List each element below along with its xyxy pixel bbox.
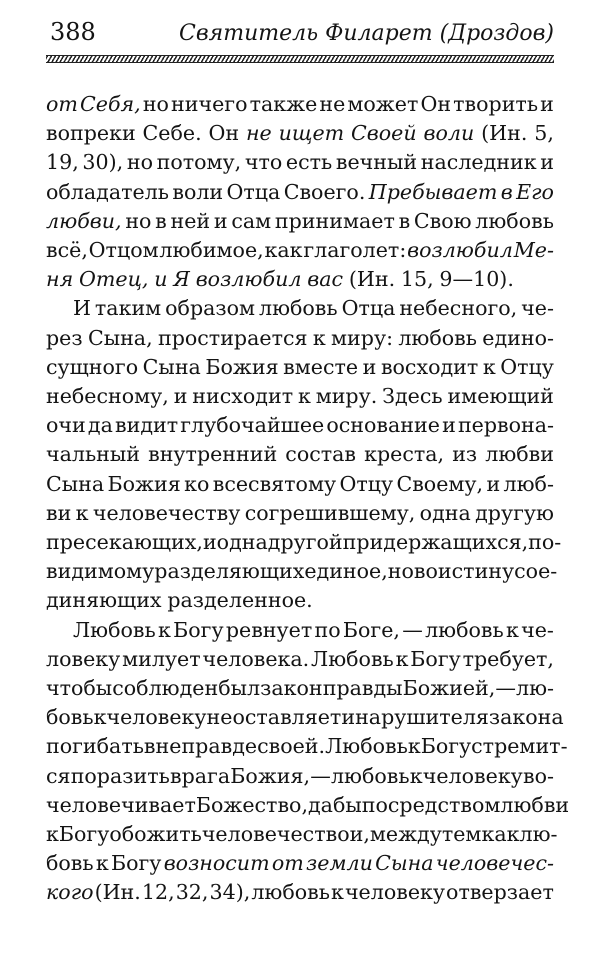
word: нисходит <box>192 384 294 409</box>
word: также <box>249 92 318 116</box>
word: вечный <box>335 150 418 175</box>
italic-word: возносит <box>163 851 270 876</box>
word: принимает <box>274 208 395 233</box>
page-header <box>50 18 554 52</box>
word: любовь <box>475 208 554 233</box>
word: стремит- <box>471 734 568 759</box>
word: че- <box>521 617 554 642</box>
word: ко <box>184 471 210 496</box>
word: простирается <box>157 325 308 350</box>
word: Отцу <box>500 354 554 379</box>
word: 15, <box>400 267 434 292</box>
page-number: 388 <box>50 18 96 46</box>
word: (Ин. <box>94 880 141 905</box>
header-rule <box>46 55 554 63</box>
word: и <box>540 92 554 116</box>
word: миру. <box>315 384 378 409</box>
italic-word: Его <box>516 179 554 204</box>
word: согрешившему, <box>244 500 416 525</box>
word: ви <box>46 500 72 525</box>
italic-word: Я <box>173 267 190 292</box>
word: 32, <box>175 880 209 905</box>
word: неправде <box>155 734 258 759</box>
word: нарушителя <box>355 705 489 730</box>
italic-word: и <box>154 267 168 292</box>
text-line <box>46 616 554 645</box>
word: Божия, <box>230 763 311 788</box>
word: Он <box>208 121 240 146</box>
word: к <box>75 500 89 525</box>
italic-word: кого <box>46 880 94 905</box>
word: и <box>202 530 217 555</box>
word: соблюден <box>112 676 219 701</box>
word: в <box>143 734 156 759</box>
running-title: Святитель Филарет (Дроздов) <box>179 21 554 46</box>
italic-word: от <box>46 92 78 116</box>
italic-word: земли <box>306 851 373 876</box>
word: к <box>407 734 421 759</box>
word: всесвятому <box>212 471 337 496</box>
word: к <box>95 851 109 876</box>
word: к <box>505 617 519 642</box>
word: рез <box>46 325 83 350</box>
word: 34), <box>209 880 251 905</box>
word: (Ин. <box>481 121 528 146</box>
text-line <box>46 499 554 528</box>
word: в <box>398 208 411 233</box>
word: глаголет: <box>303 238 407 263</box>
word: Богу <box>410 646 461 671</box>
word: милует <box>122 646 201 671</box>
word: Отцом <box>88 238 159 263</box>
word: по- <box>528 530 562 555</box>
word: чальный <box>46 442 141 467</box>
word: пресекающих, <box>46 530 203 555</box>
word: потому, <box>156 150 242 175</box>
word: 5, <box>534 121 554 146</box>
text-line <box>46 324 554 353</box>
text-line <box>46 557 558 586</box>
word: ничего <box>171 92 248 116</box>
word: Божией, <box>402 676 496 701</box>
word: Своего. <box>283 179 366 204</box>
word: но <box>387 559 414 584</box>
word: миру: <box>331 325 394 350</box>
text-line <box>46 178 554 207</box>
text-line <box>46 236 554 265</box>
word: ней <box>170 208 211 233</box>
italic-word: воли <box>423 121 475 146</box>
word: человеку <box>344 880 445 905</box>
word: Он <box>420 92 452 116</box>
word: Отцу <box>339 471 394 496</box>
word: человека. <box>202 646 310 671</box>
text-line <box>46 586 554 615</box>
word: лю- <box>519 822 558 847</box>
text-line <box>46 440 554 469</box>
word: был <box>218 676 261 701</box>
word: к <box>409 763 423 788</box>
word: Богу <box>173 617 224 642</box>
word: и <box>442 413 456 438</box>
text-line <box>46 645 554 674</box>
word: ловеку <box>46 646 121 671</box>
italic-word: возлюбил <box>195 267 302 292</box>
text-line <box>46 791 570 820</box>
word: ся <box>46 763 71 788</box>
word: между <box>369 822 442 847</box>
word: И <box>73 296 91 321</box>
word: бовь <box>46 851 94 876</box>
italic-word: от <box>271 851 304 876</box>
word: Божество, <box>195 792 308 817</box>
text-line <box>46 207 554 236</box>
italic-word: человечес- <box>435 851 554 876</box>
word: но <box>126 150 153 175</box>
word: 19, <box>46 150 79 175</box>
word: таким <box>94 296 162 321</box>
word: и <box>362 354 377 379</box>
text-line <box>46 470 554 499</box>
word: сое- <box>514 559 558 584</box>
text-line <box>46 703 564 732</box>
italic-word: возлюбил <box>407 238 513 263</box>
word: вместе <box>283 354 359 379</box>
word: сущного <box>46 354 139 379</box>
word: во- <box>522 763 554 788</box>
word: из <box>452 442 478 467</box>
word: Богу <box>110 851 162 876</box>
word: одна <box>216 530 268 555</box>
word: к <box>331 880 344 905</box>
word: творить <box>453 92 539 116</box>
italic-word: Пребывает <box>368 179 498 204</box>
word: небесного, <box>399 296 518 321</box>
word: внутренний <box>148 442 278 467</box>
italic-word: любви, <box>46 208 122 233</box>
word: состав <box>285 442 357 467</box>
word: — <box>495 676 516 701</box>
text-line <box>46 528 562 557</box>
word: своей. <box>257 734 326 759</box>
word: любовь <box>259 296 338 321</box>
word: едино- <box>482 325 554 350</box>
word: к <box>297 384 311 409</box>
word: любви <box>500 792 570 817</box>
italic-word: Себя, <box>80 92 141 116</box>
word: как <box>264 238 303 263</box>
word: закон <box>260 676 323 701</box>
word: Богу <box>58 822 110 847</box>
word: всё, <box>46 238 88 263</box>
word: 12, <box>141 880 175 905</box>
italic-word: ня <box>46 267 74 292</box>
word: (Ин. <box>348 267 396 292</box>
word: Боге, <box>342 617 400 642</box>
body-text <box>46 90 570 908</box>
word: Божия <box>205 354 279 379</box>
word: образом <box>165 296 256 321</box>
word: к <box>482 354 496 379</box>
word: наследник <box>420 150 537 175</box>
word: основание <box>326 413 440 438</box>
word: — <box>402 617 423 642</box>
word: к <box>395 646 409 671</box>
word: отверзает <box>446 880 554 905</box>
italic-word: Своей <box>351 121 417 146</box>
word: вопреки <box>46 121 136 146</box>
word: глубочайшее <box>180 413 325 438</box>
italic-word: в <box>500 179 513 204</box>
word: любовь <box>425 617 504 642</box>
word: воли <box>172 179 224 204</box>
word: по <box>314 617 341 642</box>
word: лю- <box>515 676 554 701</box>
word: любовь <box>330 763 410 788</box>
word: в <box>155 208 167 233</box>
word: Богу <box>420 734 472 759</box>
word: видимому <box>46 559 155 584</box>
italic-word: вас <box>307 267 344 292</box>
italic-word: Отец, <box>78 267 149 292</box>
word: к <box>93 705 107 730</box>
word: есть <box>285 150 333 175</box>
word: любви <box>485 442 554 467</box>
italic-word: Ме- <box>513 238 554 263</box>
word: посредством <box>361 792 501 817</box>
text-line <box>46 849 554 878</box>
word: Себе. <box>142 121 202 146</box>
word: врага <box>170 763 231 788</box>
italic-word: не <box>245 121 272 146</box>
word: правды <box>322 676 403 701</box>
word: чтобы <box>46 676 113 701</box>
text-line <box>46 878 554 907</box>
text-line <box>46 119 554 148</box>
word: любовь <box>398 325 477 350</box>
text-line <box>46 732 568 761</box>
word: закона <box>488 705 564 730</box>
word: Свою <box>413 208 472 233</box>
word: единое, <box>304 559 388 584</box>
word: не <box>319 92 346 116</box>
word: Сына <box>142 354 201 379</box>
word: видит <box>115 413 179 438</box>
word: человеку <box>422 763 523 788</box>
word: но <box>142 92 169 116</box>
text-line <box>46 674 554 703</box>
text-line <box>46 265 554 294</box>
italic-word: Сына <box>375 851 434 876</box>
word: Любовь <box>311 646 394 671</box>
word: человечивает <box>46 792 196 817</box>
word: восходит <box>380 354 479 379</box>
word: поразить <box>70 763 170 788</box>
word: и <box>540 150 554 175</box>
word: — <box>310 763 331 788</box>
word: человечеству <box>92 500 241 525</box>
word: и <box>486 471 501 496</box>
word: одна <box>419 500 471 525</box>
word: разделенное. <box>167 588 313 613</box>
word: 9—10). <box>439 267 514 292</box>
italic-word: ищет <box>278 121 345 146</box>
word: и <box>341 705 356 730</box>
word: придержащихся, <box>342 530 529 555</box>
word: не <box>206 705 233 730</box>
word: и <box>173 384 188 409</box>
text-line <box>46 90 554 119</box>
word: другой <box>267 530 343 555</box>
word: воистину <box>413 559 515 584</box>
word: Божия <box>107 471 181 496</box>
word: че- <box>521 296 554 321</box>
word: любовь <box>251 880 330 905</box>
text-line <box>46 382 554 411</box>
word: креста, <box>364 442 445 467</box>
word: ревнует <box>225 617 313 642</box>
word: Любовь <box>325 734 408 759</box>
word: и, <box>349 822 370 847</box>
word: диняющих <box>46 588 162 613</box>
word: Отца <box>226 179 281 204</box>
word: и <box>213 208 228 233</box>
word: обожить <box>109 822 202 847</box>
word: к <box>157 617 171 642</box>
word: человеку <box>106 705 207 730</box>
word: 30), <box>82 150 124 175</box>
word: разделяющих <box>154 559 305 584</box>
word: очи <box>46 413 86 438</box>
word: бовь <box>46 705 94 730</box>
word: имеющий <box>447 384 554 409</box>
word: может <box>347 92 419 116</box>
text-line <box>46 762 554 791</box>
text-line <box>46 411 554 440</box>
text-line <box>46 820 558 849</box>
word: Любовь <box>73 617 156 642</box>
text-line <box>46 294 554 323</box>
word: но <box>125 208 152 233</box>
word: любимое, <box>159 238 264 263</box>
word: к <box>46 822 59 847</box>
word: люб- <box>503 471 554 496</box>
word: первона- <box>457 413 554 438</box>
word: Отца <box>341 296 396 321</box>
word: другую <box>475 500 554 525</box>
word: дабы <box>308 792 362 817</box>
word: что <box>244 150 283 175</box>
text-line <box>46 353 554 382</box>
word: Сына, <box>87 325 153 350</box>
word: да <box>87 413 113 438</box>
word: требует, <box>462 646 554 671</box>
word: к <box>312 325 326 350</box>
text-line <box>46 148 554 177</box>
word: Здесь <box>382 384 443 409</box>
word: Сына <box>46 471 105 496</box>
word: небесному, <box>46 384 169 409</box>
word: обладатель <box>46 179 169 204</box>
word: Своему, <box>396 471 484 496</box>
word: погибать <box>46 734 144 759</box>
word: тем <box>441 822 482 847</box>
word: сам <box>231 208 272 233</box>
word: человечество <box>201 822 350 847</box>
word: как <box>481 822 520 847</box>
word: оставляет <box>232 705 342 730</box>
